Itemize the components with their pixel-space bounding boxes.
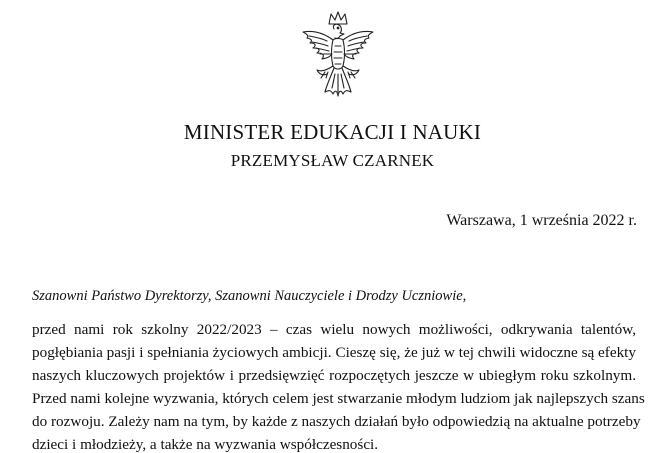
- white-eagle-emblem-icon: [295, 10, 381, 108]
- body-line-2: pogłębiania pasji i spełniania życiowych ambicji. Cieszę się, że już w tej chwili widoczne są efekty: [32, 344, 636, 361]
- dateline: Warszawa, 1 września 2022 r.: [446, 212, 637, 229]
- body-line-1: przed nami rok szkolny 2022/2023 – czas wielu nowych możliwości, odkrywania talentów,: [32, 321, 636, 338]
- minister-title: MINISTER EDUKACJI I NAUKI: [183, 120, 482, 144]
- body-line-5: do rozwoju. Zależy nam na tym, by każde z naszych działań było odpowiedzią na aktualne potrzeby: [32, 413, 641, 430]
- minister-name: PRZEMYSŁAW CZARNEK: [230, 151, 435, 170]
- salutation: Szanowni Państwo Dyrektorzy, Szanowni Nauczyciele i Drodzy Uczniowie,: [32, 288, 467, 304]
- body-line-6: dzieci i młodzieży, a także na wyzwania współczesności.: [32, 436, 379, 453]
- body-line-3: naszych kluczowych projektów i przedsięwzięć rozpoczętych jeszcze w ubiegłym roku szkolnym.: [32, 367, 636, 384]
- body-line-4: Przed nami kolejne wyzwania, których celem jest stwarzanie młodym ludziom jak najlepszych szans: [32, 390, 645, 407]
